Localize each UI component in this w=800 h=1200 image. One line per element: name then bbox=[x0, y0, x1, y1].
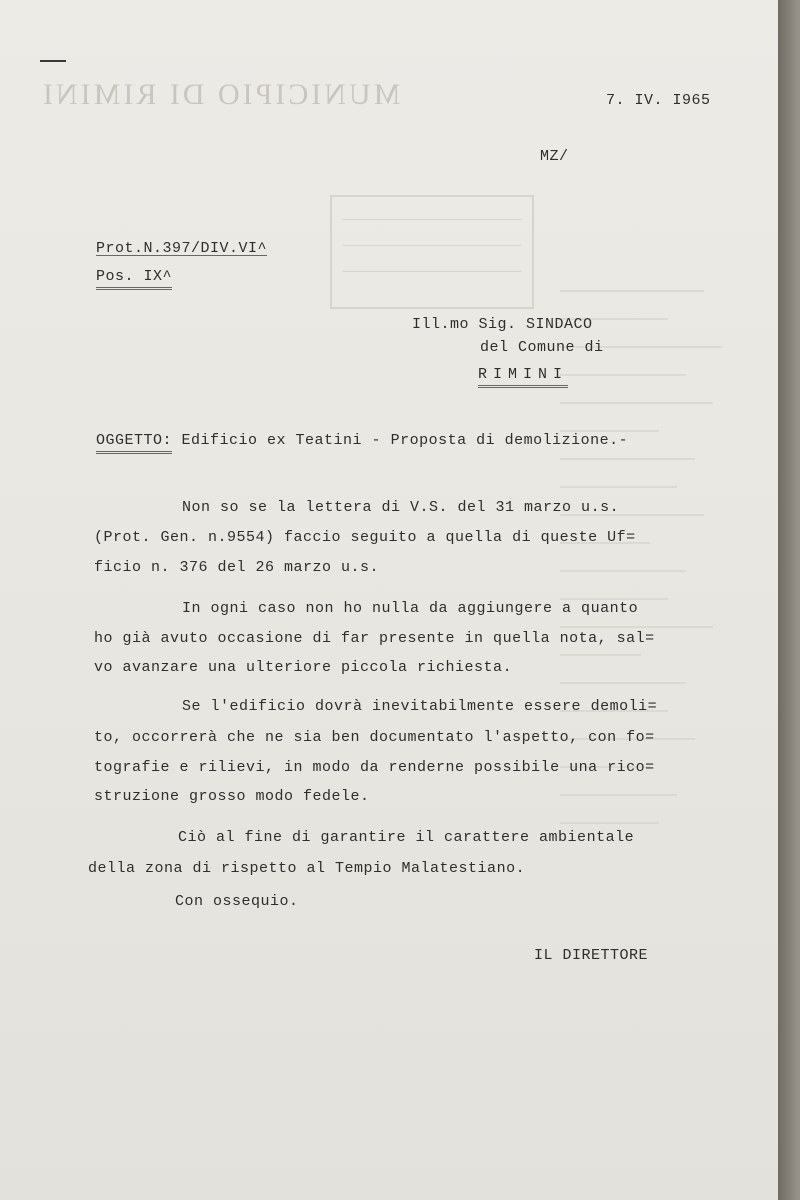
body-line: ficio n. 376 del 26 marzo u.s. bbox=[94, 559, 380, 576]
subject-line bbox=[96, 432, 628, 449]
subject-label: OGGETTO: bbox=[96, 432, 172, 454]
body-line: struzione grosso modo fedele. bbox=[94, 788, 370, 805]
letter-date: 7. IV. I965 bbox=[606, 92, 711, 109]
body-line: In ogni caso non ho nulla da aggiungere a quanto bbox=[182, 600, 639, 617]
signature-block: IL DIRETTORE bbox=[534, 947, 649, 964]
body-line: ho già avuto occasione di far presente in quella nota, sal= bbox=[94, 630, 655, 647]
corner-mark bbox=[40, 60, 66, 62]
subject-text: Edificio ex Teatini - Proposta di demolizione.- bbox=[181, 432, 629, 449]
bleed-through-letterhead: MUNICIPIO DI RIMINI bbox=[40, 78, 401, 111]
body-line: to, occorrerà che ne sia ben documentato l'aspetto, con fo= bbox=[94, 729, 655, 746]
recipient-city: RIMINI bbox=[478, 366, 568, 383]
bleed-through-stamp bbox=[330, 195, 534, 309]
closing-salutation: Con ossequio. bbox=[175, 893, 299, 910]
body-line: (Prot. Gen. n.9554) faccio seguito a quella di queste Uf= bbox=[94, 529, 636, 546]
position-number: Pos. IX^ bbox=[96, 268, 172, 285]
recipient-title: Ill.mo Sig. SINDACO bbox=[412, 316, 593, 333]
body-line: Non so se la lettera di V.S. del 31 marzo u.s. bbox=[182, 499, 620, 516]
body-line: Ciò al fine di garantire il carattere ambientale bbox=[178, 829, 635, 846]
body-line: vo avanzare una ulteriore piccola richiesta. bbox=[94, 659, 513, 676]
protocol-number: Prot.N.397/DIV.VI^ bbox=[96, 240, 268, 257]
body-line: Se l'edificio dovrà inevitabilmente essere demoli= bbox=[182, 698, 658, 715]
body-line: tografie e rilievi, in modo da renderne possibile una rico= bbox=[94, 759, 655, 776]
body-line: della zona di rispetto al Tempio Malatestiano. bbox=[88, 860, 526, 877]
typist-initials: MZ/ bbox=[540, 148, 569, 165]
recipient-office: del Comune di bbox=[480, 339, 604, 356]
background-edge bbox=[778, 0, 800, 1200]
